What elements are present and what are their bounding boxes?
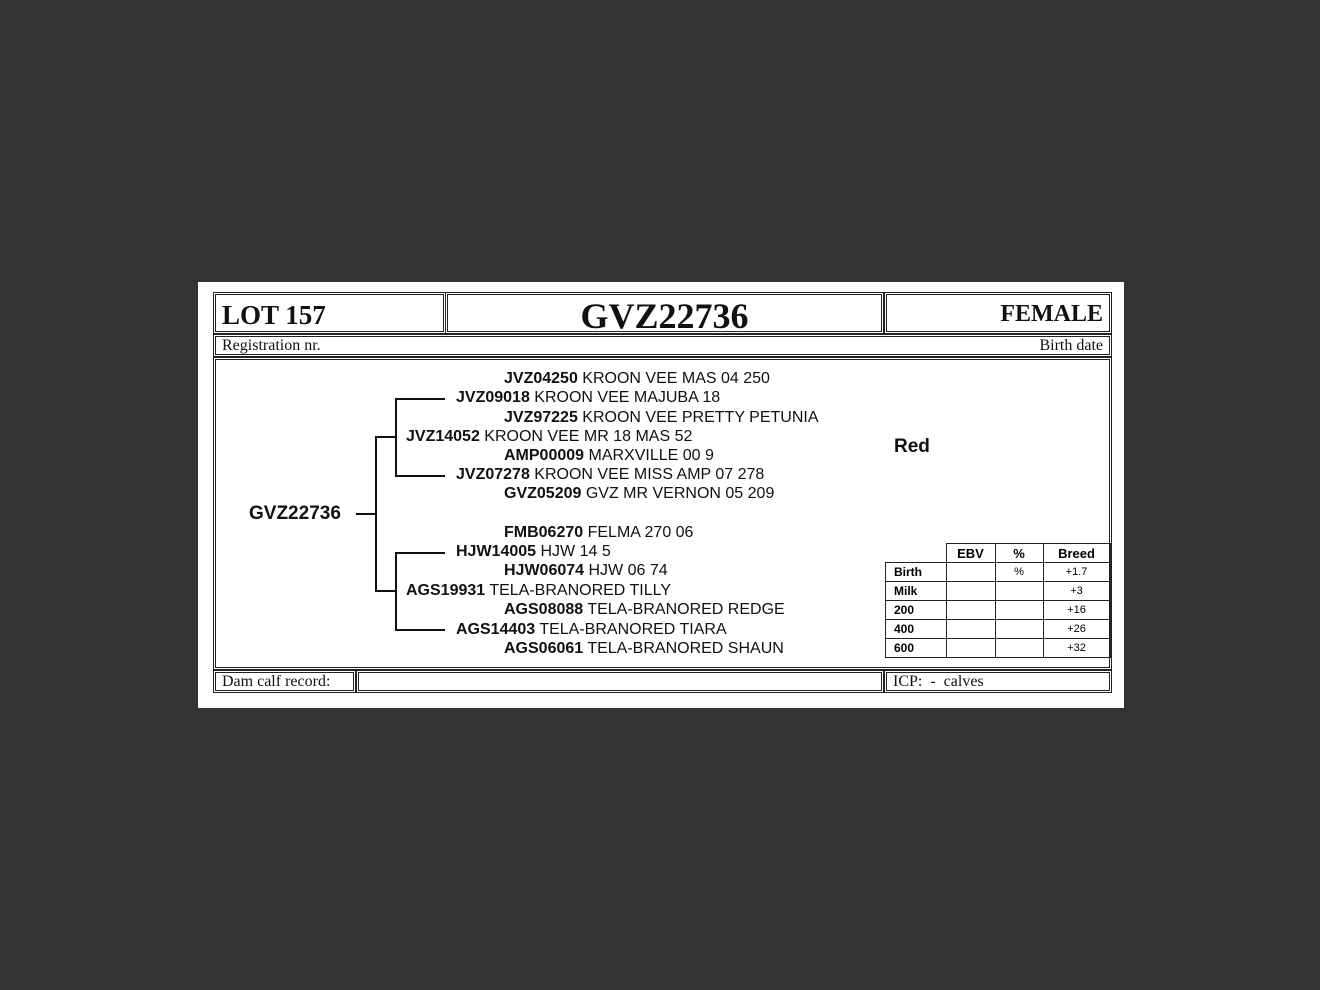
icp-label: ICP: - calves [893,673,984,690]
lot-number: LOT 157 [222,300,326,330]
ebv-row-200: 200 +16 [886,601,1111,620]
dam-connector [375,590,395,592]
sire-vertical [395,398,397,476]
animal-id-title: GVZ22736 [580,296,749,336]
icp-box [884,670,1112,693]
ebv-header-pct: % [995,544,1043,563]
pedigree-sire-sire-sire: JVZ04250 KROON VEE MAS 04 250 [504,370,770,387]
pedigree-sire-dam: JVZ07278 KROON VEE MISS AMP 07 278 [456,466,765,483]
pedigree-sire-sire-dam: JVZ97225 KROON VEE PRETTY PETUNIA [504,409,819,426]
pedigree-subject: GVZ22736 [249,503,341,524]
dam-vertical [395,552,397,631]
pedigree-dam-dam: AGS14403 TELA-BRANORED TIARA [456,621,727,638]
pedigree-sire-sire: JVZ09018 KROON VEE MAJUBA 18 [456,389,721,406]
sex-label: FEMALE [1000,301,1103,327]
dam-dam-connector [395,629,445,631]
ebv-row-600: 600 +32 [886,639,1111,658]
dam-calf-record-label: Dam calf record: [222,673,331,690]
ebv-row-birth: Birth % +1.7 [886,563,1111,582]
lot-card [198,282,1124,708]
animal-id-box [445,292,884,334]
registration-row [213,334,1112,357]
ebv-row-400: 400 +26 [886,620,1111,639]
color-label: Red [894,436,930,457]
sire-dam-connector [395,475,445,477]
pedigree-dam-dam-sire: AGS08088 TELA-BRANORED REDGE [504,601,785,618]
birth-date-label: Birth date [1039,337,1103,354]
ebv-header-row [886,544,1111,563]
pedigree-sire-dam-dam: GVZ05209 GVZ MR VERNON 05 209 [504,485,775,502]
ebv-row-milk: Milk +3 [886,582,1111,601]
sire-sire-connector [395,398,445,400]
ebv-table [885,543,1111,658]
sex-box [884,292,1112,334]
pedigree-sire: JVZ14052 KROON VEE MR 18 MAS 52 [406,428,693,445]
dam-calf-record-label-box [213,670,356,693]
pedigree-dam: AGS19931 TELA-BRANORED TILLY [406,582,672,599]
ebv-header-ebv: EBV [946,544,995,563]
pedigree-sire-dam-sire: AMP00009 MARXVILLE 00 9 [504,447,714,464]
sire-connector [375,436,395,438]
dam-sire-connector [395,552,445,554]
pedigree-dam-sire: HJW14005 HJW 14 5 [456,543,611,560]
lot-box [213,292,446,334]
subject-connector [356,513,376,515]
pedigree-dam-sire-dam: HJW06074 HJW 06 74 [504,562,668,579]
ebv-header-breed: Breed [1043,544,1110,563]
pedigree-dam-dam-dam: AGS06061 TELA-BRANORED SHAUN [504,640,784,657]
registration-label: Registration nr. [222,337,321,354]
dam-calf-record-value-box [356,670,884,693]
gen1-vertical [375,436,377,592]
pedigree-dam-sire-sire: FMB06270 FELMA 270 06 [504,524,694,541]
